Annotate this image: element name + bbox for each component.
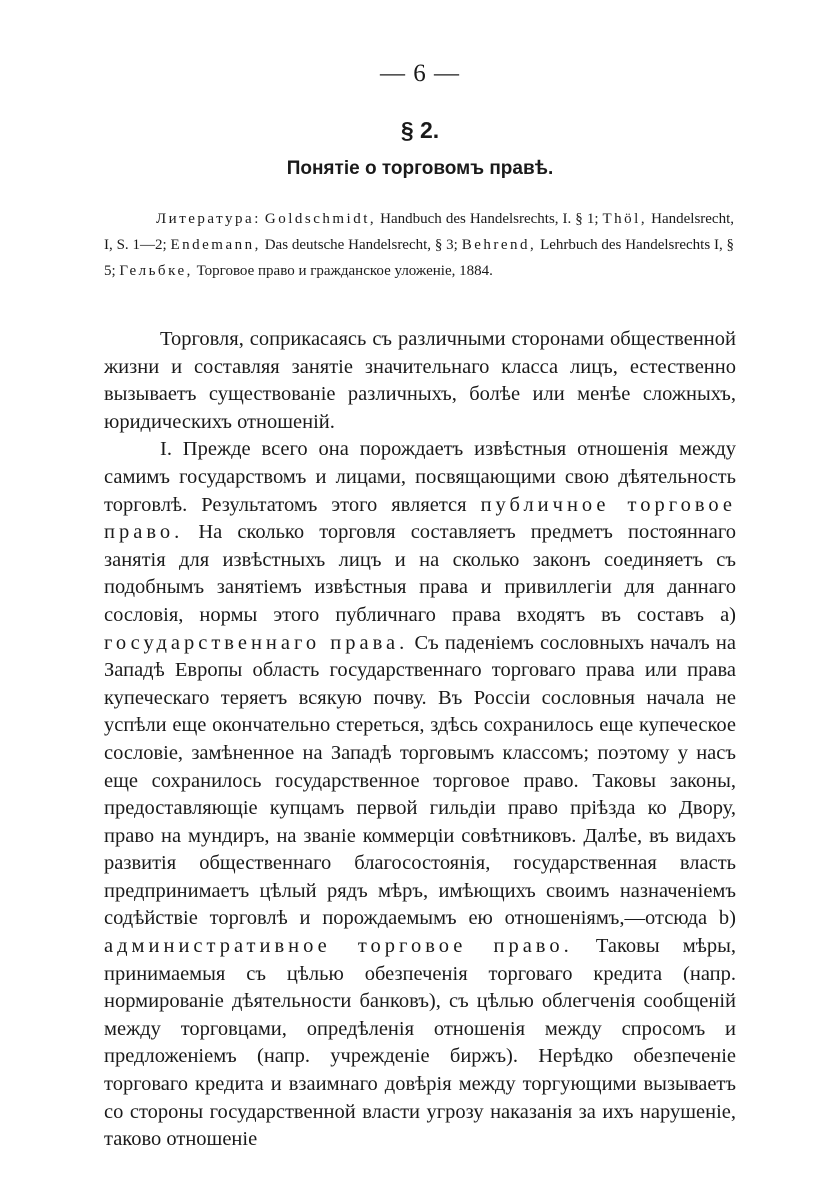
paragraph-2-part-3: Съ паденіемъ сословныхъ началъ на Западѣ Европы область государственнаго торговаго права или права купеческаго теряетъ всякую почву. Въ Россіи сословныя начала не успѣли еще окончательно стереться, здѣсь сохранилось еще купеческое сословіе, замѣненное на Западѣ торговымъ классомъ; поэтому у насъ еще сохранилось государственное торговое право. Таковы законы, предоставляющіе купцамъ первой гильдіи право пріѣзда ко Двору, право на мундиръ, на званіе коммерціи совѣтниковъ. Далѣе, въ видахъ развитія общественнаго благосостоянія, государственная власть предпринимаетъ цѣлый рядъ мѣръ, имѣющихъ своимъ назначеніемъ содѣйствіе торговлѣ и порождаемымъ ею отношеніямъ,—отсюда b) [104, 631, 736, 930]
literature-work: Handelsrecht, I, S. 1—2; [104, 211, 735, 253]
term-administrative-trade-law: административное торговое право. [104, 935, 573, 958]
paragraph-2-part-1: I. Прежде всего она порождаетъ извѣстныя отношенія между самимъ государствомъ и лицами, посвящающими свою дѣятельность торговлѣ. Результатомъ этого является [104, 438, 736, 516]
section-title: Понятіе о торговомъ правѣ. [286, 158, 554, 179]
literature-author: Goldschmidt, [264, 211, 377, 227]
literature-list [104, 206, 734, 284]
literature-work: Lehrbuch des Handelsrechts I, § 5; [104, 237, 735, 279]
literature-work: Торговое право и гражданское уложеніе, 1884. [196, 263, 493, 279]
literature-author: Behrend, [461, 237, 537, 253]
literature-work: Handbuch des Handelsrechts, I. § 1; [380, 211, 599, 227]
term-state-law: государственнаго права. [104, 631, 409, 654]
main-text [104, 326, 736, 1154]
paragraph-2 [104, 436, 736, 1153]
paragraph-2-part-4: Таковы мѣры, принимаемыя съ цѣлью обезпеченія торговаго кредита (напр. нормированіе дѣятельности банковъ), съ цѣлью облегченія сообщеній между торговцами, опредѣленія отношенія между спросомъ и предложеніемъ (напр. учрежденіе биржъ). Нерѣдко обезпеченіе торговаго кредита и взаимнаго довѣрія между торгующими вызываетъ со стороны государственной власти угрозу наказанія за ихъ нарушеніе, таково отношеніе [104, 935, 737, 1151]
literature-author: Endemann, [170, 237, 261, 253]
term-public-trade-law: публичное торговое право. [104, 493, 736, 544]
section-number: § 2. [400, 117, 440, 143]
literature-label: Литература: [156, 211, 261, 227]
paragraph-2-part-2: На сколько торговля составляетъ предметъ постояннаго занятія для извѣстныхъ лицъ и на сколько законъ соединяетъ съ подобнымъ занятіемъ извѣстныя права и привиллегіи для даннаго сословія, нормы этого публичнаго права входятъ въ составъ а) [104, 521, 737, 626]
literature-author: Thöl, [602, 211, 648, 227]
literature-work: Das deutsche Handelsrecht, § 3; [264, 237, 458, 253]
paragraph-1: Торговля, соприкасаясь съ различными сторонами общественной жизни и составляя занятіе значительнаго класса лицъ, естественно вызываетъ существованіе различныхъ, болѣе или менѣе сложныхъ, юридическихъ отношеній. [104, 328, 736, 433]
literature-author: Гельбке, [119, 263, 193, 279]
page-number: — 6 — [380, 60, 460, 87]
